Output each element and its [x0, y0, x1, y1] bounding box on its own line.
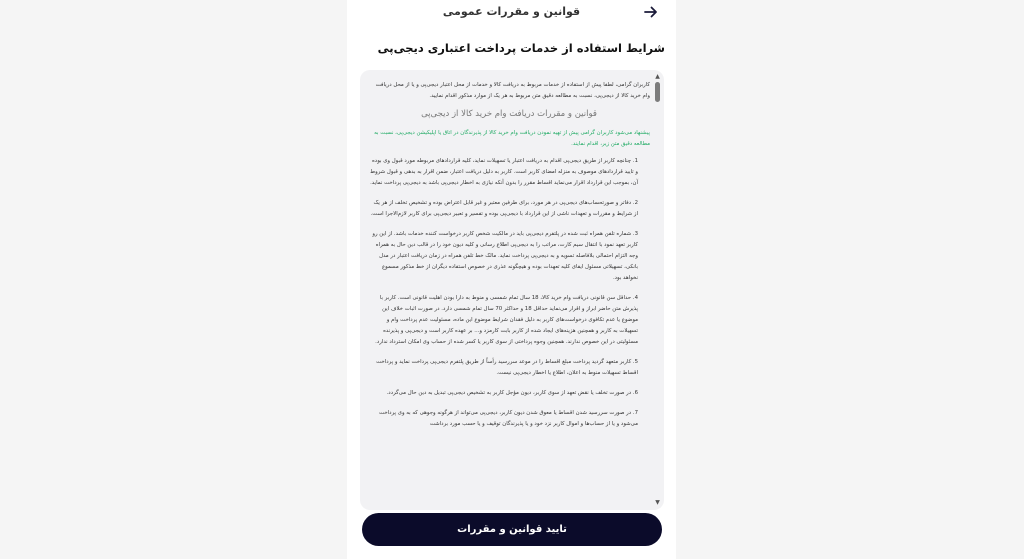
confirm-terms-button[interactable]: تایید قوانین و مقررات: [362, 513, 662, 546]
terms-subtitle: قوانین و مقررات دریافت وام خرید کالا از دیجی‌پی: [421, 109, 597, 119]
terms-highlight: پیشنهاد می‌شود کاربران گرامی پیش از تهیه نمودن دریافت وام خرید کالا از پذیرندگان در اتاق یا اپلیکیشن دیجی‌پی، نسبت به مطالعه دقیق متن زیر، اقدام نمایند.: [374, 130, 650, 147]
terms-item: 3. شماره تلفن همراه ثبت شده در پلتفرم دیجی‌پی باید در مالکیت شخص کاربر درخواست کننده خدمات باشد. از این رو کاربر تعهد نمود با انتقال سیم کارت، مراتب را به دیجی‌پی اطلاع رسانی و کلیه دیون خود را در قالب دین حال به همراه وجه التزام احتمالی بلافاصله تسویه و به دیجی‌پی پرداخت نماید. مالک خط تلفن همراه در زمان دریافت اعتبار در مدل بانکی، تسهیلاتی مسئول ایفای کلیه تعهدات بوده و هیچگونه عذری در خصوص استفاده دیگران از خط مذکور مسموع نخواهد بود.: [372, 231, 638, 281]
triangle-up-icon[interactable]: ▲: [655, 73, 660, 80]
terms-item: 4. حداقل سن قانونی دریافت وام خرید کالا، 18 سال تمام شمسی و منوط به دارا بودن اهلیت قانونی است. کاربر با پذیرش متن حاضر ابراز و اقرار می‌نماید حداقل 18 و حداکثر 70 سال تمام شمسی دارد. در صورت اثبات خلاف این موضوع یا عدم تکافوی درخواست‌های کاربر به دلیل فقدان شرایط موضوع این ماده، مسئولیت عدم پرداخت وام و تسهیلات به کاربر و همچنین هزینه‌های ایجاد شده از کاربر بابت کارمزد و... بر عهده کاربر است و دیجی‌پی و پذیرنده مسئولیتی در این خصوص ندارند. همچنین وجوه پرداختی از سوی کاربر یا کسر شده از حساب وی امکان استرداد ندارد.: [375, 295, 638, 345]
terms-content: [368, 80, 650, 510]
scroll-thumb[interactable]: [655, 82, 660, 102]
triangle-down-icon[interactable]: ▼: [655, 499, 660, 506]
header-title: قوانین و مقررات عمومی: [442, 5, 581, 18]
terms-list: [368, 156, 650, 430]
terms-item: 5. کاربر متعهد گردید پرداخت مبلغ اقساط را در موعد سررسید رأساً از طریق پلتفرم دیجی‌پی پرداخت نماید و پرداخت اقساط تسهیلات منوط به اعلان، اطلاع یا اخطار دیجی‌پی نیست.: [376, 359, 638, 376]
scrollbar[interactable]: [654, 74, 661, 506]
terms-scroll-area[interactable]: [360, 70, 664, 510]
terms-panel: [347, 0, 676, 559]
terms-item: 6. در صورت تخلف یا نقض تعهد از سوی کاربر، دیون مؤجل کاربر به تشخیص دیجی‌پی تبدیل به دین حال می‌گردد.: [386, 390, 638, 396]
terms-item: 1. چنانچه کاربر از طریق دیجی‌پی اقدام به دریافت اعتبار یا تسهیلات نماید، کلیه قراردادهای مربوطه مورد قبول وی بوده و تایید قراردادهای موصوف به منزله امضای کاربر است. کاربر به دلیل دریافت اعتبار، ضمن اقرار به بدهی و قبول شروط آن، بموجب این قرارداد اقرار می‌نماید اقساط مقرر را بدون آنکه نیازی به اخطار دیجی‌پی باشد به دیجی‌پی پرداخت نماید.: [370, 158, 638, 186]
page-header: [347, 0, 676, 24]
terms-item: 7. در صورت سررسید شدن اقساط یا معوق شدن دیون کاربر، دیجی‌پی می‌تواند از هرگونه وجوهی که به وی پرداخت می‌شود و یا از حساب‌ها و اموال کاربر نزد خود و یا پذیرندگان توقیف و یا حسب مورد برداشت: [379, 410, 638, 427]
terms-intro: کاربران گرامی، لطفا پیش از استفاده از خدمات مربوط به دریافت کالا و خدمات از محل اعتبار دیجی‌پی و یا از محل دریافت وام خرید کالا از دیجی‌پی، نسبت به مطالعه دقیق متن مربوط به هر یک از موارد مذکور اقدام نمایید.: [375, 82, 650, 99]
terms-item: 2. دفاتر و صورتحساب‌های دیجی‌پی در هر مورد، برای طرفین معتبر و غیر قابل اعتراض بوده و تشخیص تخلف از هر یک از شرایط و مقررات و تعهدات ناشی از این قرارداد با دیجی‌پی بوده و تفسیر و تعبیر دیجی‌پی برای کاربر لازم‌الاجرا است.: [370, 200, 638, 217]
section-title: شرایط استفاده از خدمات پرداخت اعتباری دیجی‌پی: [377, 41, 665, 55]
